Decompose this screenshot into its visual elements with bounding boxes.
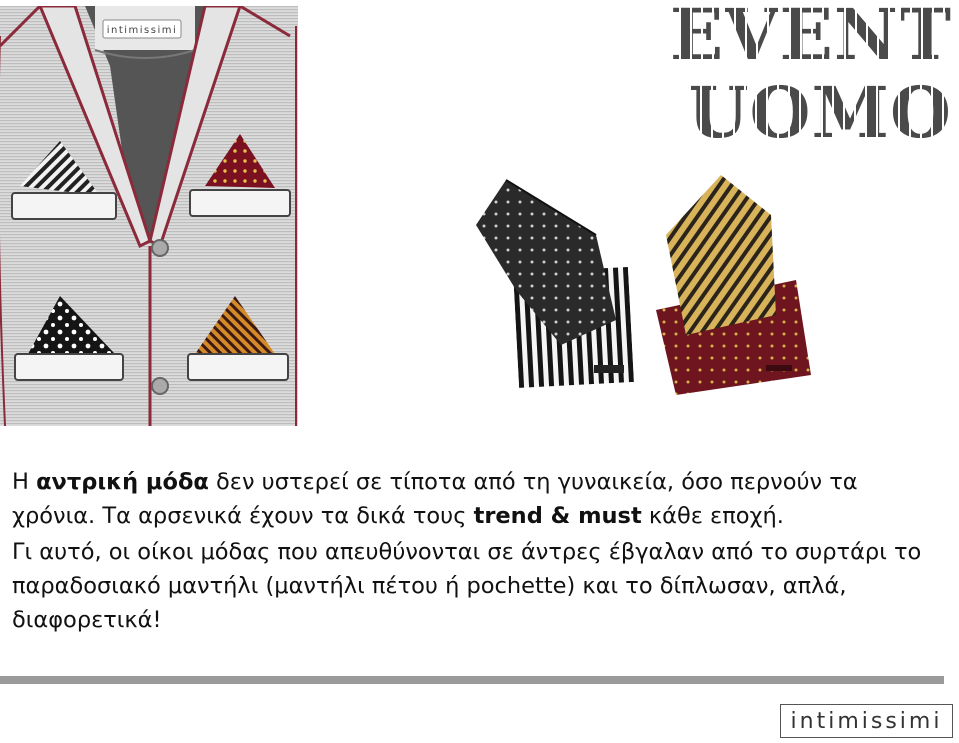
body-text (12, 465, 947, 637)
emphasis-mens-fashion: αντρική μόδα (36, 469, 209, 495)
emphasis-trend-must: trend & must (473, 503, 642, 529)
page-title-text: EVENT UOMO (670, 0, 952, 154)
footer-divider (0, 676, 944, 684)
page-title (392, 0, 952, 154)
brand-logo (780, 704, 953, 738)
paragraph-intro: Η αντρική μόδα δεν υστερεί σε τίποτα από τη γυναικεία, όσο περνούν τα χρόνια. Τα αρσενικά έχουν τα δικά τους trend & must κάθε εποχή. (12, 469, 858, 529)
jacket-illustration (0, 6, 298, 426)
paragraph-pochette: Γι αυτό, οι οίκοι μόδας που απευθύνονται σε άντρες έβγαλαν από το συρτάρι το παραδοσιακό μαντήλι (μαντήλι πέτου ή pochette) και το δίπλωσαν, απλά, διαφορετικά! (12, 539, 922, 633)
jacket-label: intimissimi (106, 25, 178, 36)
brand-logo-text: intimissimi (790, 708, 943, 734)
pocket-squares-photo (466, 160, 816, 400)
